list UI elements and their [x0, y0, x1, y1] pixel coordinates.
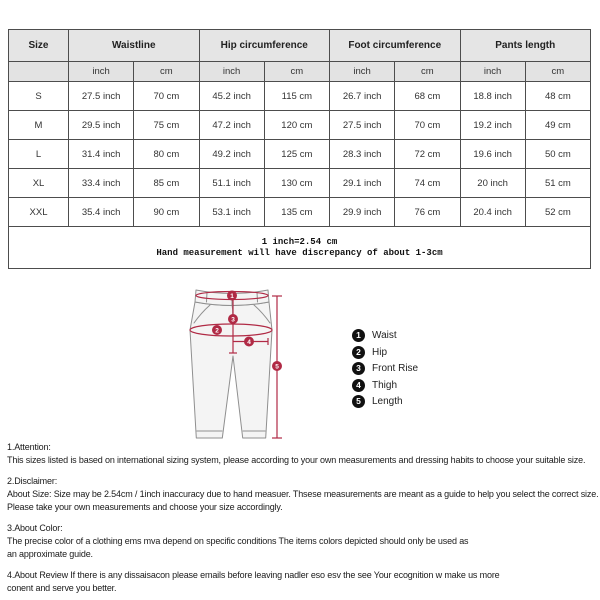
marker-length: [272, 361, 282, 371]
svg-text:1: 1: [230, 292, 234, 300]
measurement-cell: 47.2 inch: [199, 111, 264, 140]
subheader-cm: cm: [264, 62, 329, 82]
header-pants-length: Pants length: [460, 30, 591, 62]
legend-number-icon: 1: [352, 329, 365, 342]
legend-label: Waist: [372, 330, 397, 341]
measurement-cell: 50 cm: [525, 140, 590, 169]
legend-item-front-rise: [352, 362, 418, 375]
measurement-cell: 49.2 inch: [199, 140, 264, 169]
legend-item-length: [352, 395, 418, 408]
measurement-cell: 18.8 inch: [460, 82, 525, 111]
discrepancy-note: Hand measurement will have discrepancy of about 1-3cm: [156, 247, 443, 258]
attention-body: This sizes listed is based on international sizing system, please according to your own measurements and dressing habits to choose your suitable size.: [7, 455, 586, 465]
size-cell: XL: [9, 169, 69, 198]
subheader-empty: [9, 62, 69, 82]
measurement-cell: 120 cm: [264, 111, 329, 140]
belt-loop: [257, 292, 258, 302]
measurement-cell: 29.5 inch: [69, 111, 134, 140]
notes-section: [7, 441, 597, 595]
measurement-cell: 135 cm: [264, 198, 329, 227]
about-review-line1: 4.About Review If there is any dissaisacon please emails before leaving nadler eso esv the see Your ecognition w make us more: [7, 570, 500, 580]
measurement-cell: 52 cm: [525, 198, 590, 227]
measurement-cell: 72 cm: [395, 140, 460, 169]
subheader-cm: cm: [134, 62, 199, 82]
header-waistline: Waistline: [69, 30, 200, 62]
legend-number-icon: 2: [352, 346, 365, 359]
pants-measurement-diagram: [185, 283, 320, 445]
measurement-cell: 70 cm: [134, 82, 199, 111]
size-cell: L: [9, 140, 69, 169]
measurement-cell: 125 cm: [264, 140, 329, 169]
legend-label: Thigh: [372, 379, 398, 391]
measurement-cell: 115 cm: [264, 82, 329, 111]
header-size: Size: [9, 30, 69, 62]
measurement-cell: 51.1 inch: [199, 169, 264, 198]
table-row: [9, 111, 591, 140]
measurement-cell: 75 cm: [134, 111, 199, 140]
measurement-cell: 74 cm: [395, 169, 460, 198]
measurement-cell: 48 cm: [525, 82, 590, 111]
legend-number-icon: 5: [352, 395, 365, 408]
legend-label: Length: [372, 396, 403, 407]
table-subheader-row: [9, 62, 591, 82]
table-row: [9, 169, 591, 198]
about-color-line1: The precise color of a clothing ems mva depend on specific conditions The items colors depicted should only be used as: [7, 536, 469, 546]
subheader-inch: inch: [460, 62, 525, 82]
subheader-cm: cm: [395, 62, 460, 82]
measurement-cell: 19.2 inch: [460, 111, 525, 140]
disclaimer-line2: Please take your own measurements and choose your size accordingly.: [7, 502, 283, 512]
svg-text:4: 4: [247, 338, 251, 346]
size-cell: S: [9, 82, 69, 111]
about-color-line2: an approximate guide.: [7, 549, 93, 559]
measurement-cell: 45.2 inch: [199, 82, 264, 111]
measurement-cell: 19.6 inch: [460, 140, 525, 169]
measurement-cell: 90 cm: [134, 198, 199, 227]
measurement-cell: 26.7 inch: [330, 82, 395, 111]
measurement-cell: 27.5 inch: [69, 82, 134, 111]
marker-waist: [227, 291, 237, 301]
measurement-cell: 35.4 inch: [69, 198, 134, 227]
measurement-cell: 130 cm: [264, 169, 329, 198]
marker-thigh: [244, 337, 254, 347]
measurement-cell: 85 cm: [134, 169, 199, 198]
measurement-cell: 29.1 inch: [330, 169, 395, 198]
table-row: [9, 140, 591, 169]
svg-text:5: 5: [275, 363, 279, 371]
marker-hip: [212, 325, 222, 335]
measurement-cell: 53.1 inch: [199, 198, 264, 227]
measurement-cell: 68 cm: [395, 82, 460, 111]
size-cell: XXL: [9, 198, 69, 227]
legend-number-icon: 4: [352, 379, 365, 392]
measurement-cell: 29.9 inch: [330, 198, 395, 227]
disclaimer-title: 2.Disclaimer:: [7, 476, 58, 486]
measurement-cell: 20 inch: [460, 169, 525, 198]
measurement-legend: [352, 329, 418, 412]
header-hip: Hip circumference: [199, 30, 330, 62]
measurement-cell: 28.3 inch: [330, 140, 395, 169]
size-table: [8, 29, 591, 269]
subheader-cm: cm: [525, 62, 590, 82]
header-foot: Foot circumference: [330, 30, 461, 62]
subheader-inch: inch: [69, 62, 134, 82]
svg-text:3: 3: [231, 316, 235, 324]
about-color-title: 3.About Color:: [7, 523, 63, 533]
table-row: [9, 82, 591, 111]
measurement-cell: 20.4 inch: [460, 198, 525, 227]
legend-number-icon: 3: [352, 362, 365, 375]
about-review-line2: conent and serve you better.: [7, 583, 117, 593]
legend-item-waist: [352, 329, 418, 342]
measurement-cell: 76 cm: [395, 198, 460, 227]
svg-text:2: 2: [215, 327, 219, 335]
table-header-row: [9, 30, 591, 62]
table-row: [9, 198, 591, 227]
legend-item-hip: [352, 346, 418, 359]
measurement-cell: 70 cm: [395, 111, 460, 140]
subheader-inch: inch: [330, 62, 395, 82]
legend-label: Front Rise: [372, 363, 419, 374]
subheader-inch: inch: [199, 62, 264, 82]
table-note-row: [9, 227, 591, 269]
legend-label: Hip: [372, 346, 388, 358]
conversion-note: 1 inch=2.54 cm: [261, 236, 338, 247]
measurement-cell: 33.4 inch: [69, 169, 134, 198]
disclaimer-line1: About Size: Size may be 2.54cm / 1inch inaccuracy due to hand measuer. Thsese measurements are meant as a guide to help you select the correct size.: [7, 489, 599, 499]
legend-item-thigh: [352, 379, 418, 392]
marker-front-rise: [228, 314, 238, 324]
belt-loop: [207, 292, 208, 302]
measurement-cell: 27.5 inch: [330, 111, 395, 140]
measurement-cell: 51 cm: [525, 169, 590, 198]
measurement-cell: 31.4 inch: [69, 140, 134, 169]
measurement-cell: 80 cm: [134, 140, 199, 169]
measurement-cell: 49 cm: [525, 111, 590, 140]
attention-title: 1.Attention:: [7, 442, 51, 452]
size-cell: M: [9, 111, 69, 140]
